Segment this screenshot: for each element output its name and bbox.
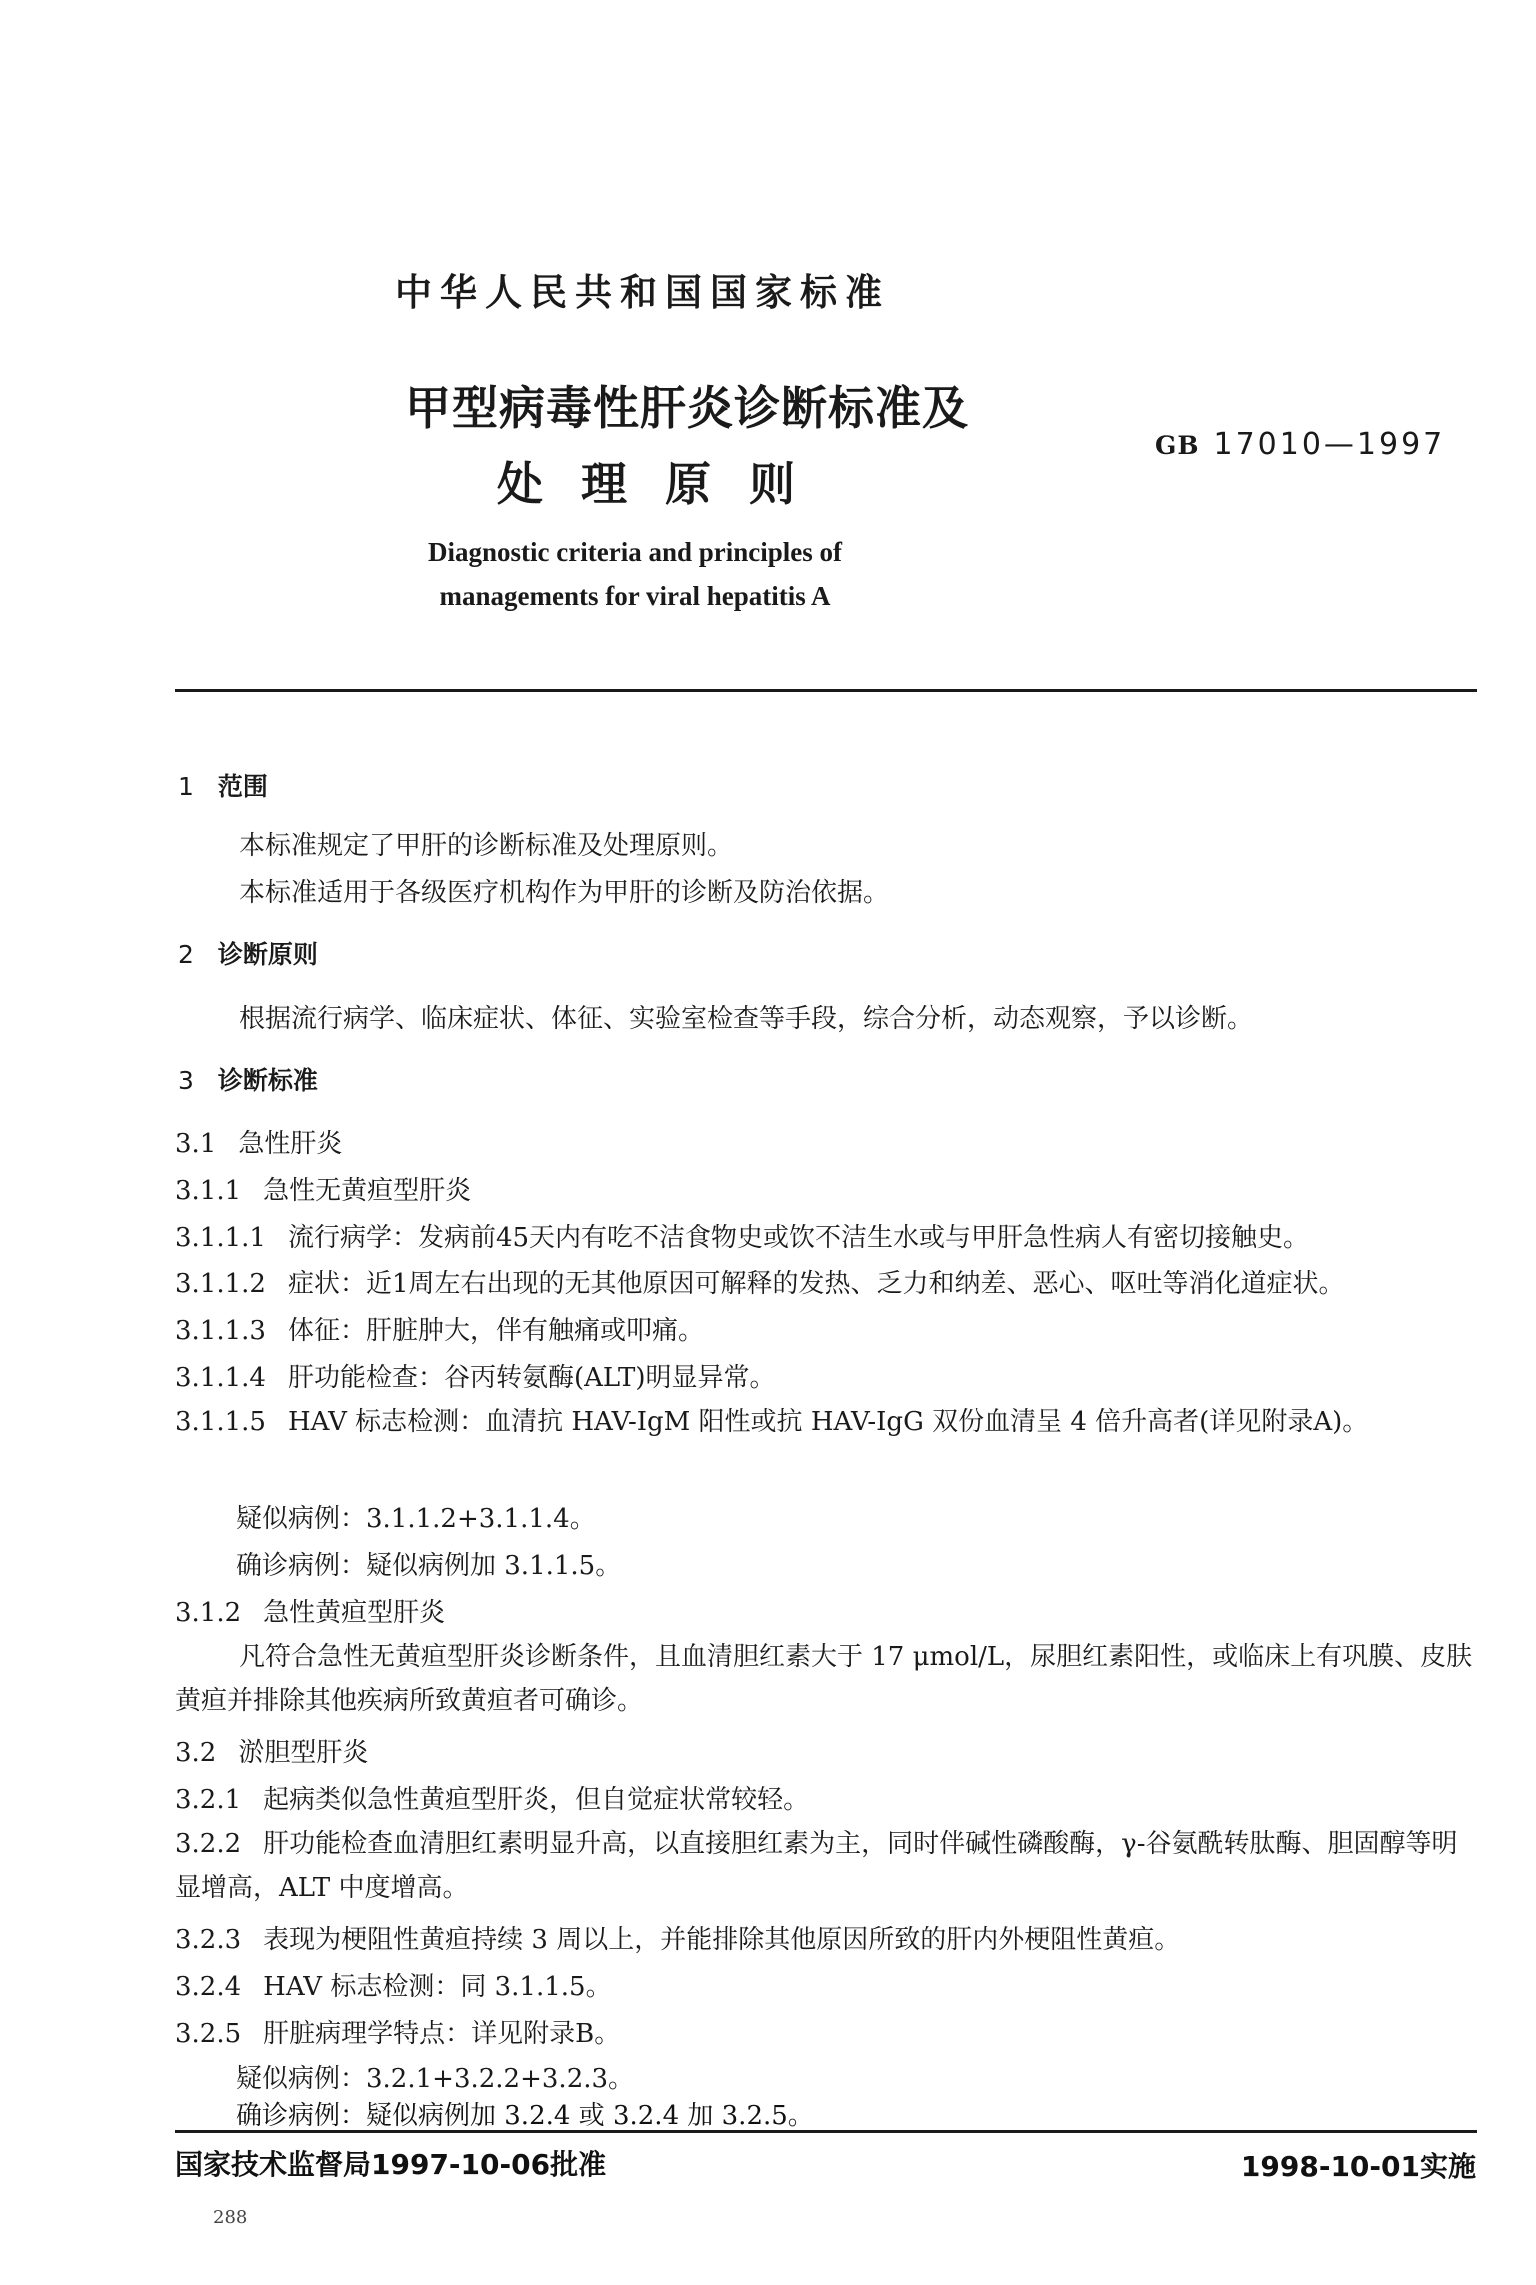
document-title-line-1: 甲型病毒性肝炎诊断标准及 [405, 381, 969, 435]
clause-3-2-3 [175, 1919, 1180, 1956]
clause-number: 3.2 [175, 1738, 217, 1768]
clause-text: 流行病学：发病前45天内有吃不洁食物史或饮不洁生水或与甲肝急性病人有密切接触史。 [287, 1223, 1310, 1253]
footer-divider [175, 2130, 1477, 2133]
clause-number: 3.1.1.2 [175, 1269, 266, 1299]
paragraph: 凡符合急性无黄疸型肝炎诊断条件，且血清胆红素大于 17 μmol/L，尿胆红素阳性，或临床上有巩膜、皮肤黄疸并排除其他疾病所致黄疸者可确诊。 [175, 1642, 1473, 1716]
approval-statement: 国家技术监督局1997-10-06批准 [175, 2148, 607, 2181]
clause-3-1-1-2 [175, 1263, 1345, 1300]
english-title [330, 530, 940, 618]
section-number: 1 [178, 772, 194, 801]
clause-text: 体征：肝脏肿大，伴有触痛或叩痛。 [287, 1316, 704, 1346]
document-title-line-2: 处理原则 [497, 457, 833, 511]
implementation-date: 1998-10-01实施 [1240, 2150, 1476, 2183]
clause-text: HAV 标志检测：同 3.1.1.5。 [263, 1972, 612, 2002]
section-number: 2 [178, 940, 194, 969]
clause-number: 3.1.1.5 [175, 1407, 266, 1437]
clause-number: 3.1.1.1 [175, 1223, 266, 1253]
standard-number: 17010—1997 [1213, 427, 1446, 462]
clause-text: 急性肝炎 [238, 1129, 343, 1159]
clause-text: 淤胆型肝炎 [238, 1738, 369, 1768]
clause-text: 急性黄疸型肝炎 [263, 1598, 446, 1628]
standard-prefix: GB [1155, 431, 1200, 460]
clause-text: HAV 标志检测：血清抗 HAV-IgM 阳性或抗 HAV-IgG 双份血清呈 4 倍升高者(详见附录A)。 [287, 1407, 1369, 1437]
clause-3-1-1-3 [175, 1310, 704, 1347]
section-number: 3 [178, 1066, 194, 1095]
clause-number: 3.2.1 [175, 1785, 242, 1815]
clause-number: 3.2.2 [175, 1829, 242, 1859]
clause-3-1-2 [175, 1592, 445, 1629]
clause-number: 3.1.1 [175, 1176, 242, 1206]
section-title: 范围 [217, 772, 268, 801]
section-heading-2 [178, 935, 318, 971]
clause-text: 肝功能检查血清胆红素明显升高，以直接胆红素为主，同时伴碱性磷酸酶，γ-谷氨酰转肽酶、胆固醇等明显增高，ALT 中度增高。 [175, 1829, 1458, 1903]
clause-3-1-1-1 [175, 1217, 1309, 1254]
suspected-case: 疑似病例：3.1.1.2+3.1.1.4。 [236, 1504, 596, 1534]
paragraph: 本标准适用于各级医疗机构作为甲肝的诊断及防治依据。 [239, 878, 890, 908]
clause-text: 表现为梗阻性黄疸持续 3 周以上，并能排除其他原因所致的肝内外梗阻性黄疸。 [263, 1925, 1181, 1955]
paragraph: 本标准规定了甲肝的诊断标准及处理原则。 [239, 831, 734, 861]
english-title-line-2: managements for viral hepatitis A [439, 581, 831, 611]
paragraph: 根据流行病学、临床症状、体征、实验室检查等手段，综合分析，动态观察，予以诊断。 [239, 1004, 1254, 1034]
section-heading-1 [178, 767, 268, 803]
clause-number: 3.1 [175, 1129, 217, 1159]
confirmed-case: 确诊病例：疑似病例加 3.2.4 或 3.2.4 加 3.2.5。 [236, 2101, 814, 2131]
header-divider [175, 689, 1477, 692]
section-title: 诊断标准 [217, 1066, 318, 1095]
clause-number: 3.1.2 [175, 1598, 242, 1628]
clause-3-1-1-4 [175, 1357, 776, 1394]
clause-text: 急性无黄疸型肝炎 [263, 1176, 472, 1206]
clause-text: 肝脏病理学特点：详见附录B。 [263, 2019, 621, 2049]
clause-text: 症状：近1周左右出现的无其他原因可解释的发热、乏力和纳差、恶心、呕吐等消化道症状。 [287, 1269, 1345, 1299]
clause-3-2 [175, 1732, 368, 1769]
clause-number: 3.1.1.4 [175, 1363, 266, 1393]
issuing-body-title: 中华人民共和国国家标准 [395, 271, 890, 314]
page-number: 288 [213, 2207, 248, 2228]
clause-number: 3.2.4 [175, 1972, 242, 2002]
section-heading-3 [178, 1061, 318, 1097]
clause-number: 3.2.5 [175, 2019, 242, 2049]
clause-text: 起病类似急性黄疸型肝炎，但自觉症状常较轻。 [263, 1785, 810, 1815]
standard-code [1155, 427, 1445, 462]
clause-text: 肝功能检查：谷丙转氨酶(ALT)明显异常。 [287, 1363, 776, 1393]
confirmed-case: 确诊病例：疑似病例加 3.1.1.5。 [236, 1551, 622, 1581]
suspected-case: 疑似病例：3.2.1+3.2.2+3.2.3。 [236, 2064, 635, 2094]
clause-3-1-1-5 [175, 1400, 1475, 1444]
clause-3-2-1 [175, 1779, 809, 1816]
clause-3-2-2 [175, 1822, 1475, 1910]
clause-3-2-5 [175, 2013, 620, 2050]
english-title-line-1: Diagnostic criteria and principles of [428, 537, 842, 567]
clause-number: 3.2.3 [175, 1925, 242, 1955]
clause-3-1-1 [175, 1170, 471, 1207]
clause-3-2-4 [175, 1966, 612, 2003]
clause-number: 3.1.1.3 [175, 1316, 266, 1346]
clause-3-1 [175, 1123, 342, 1160]
section-title: 诊断原则 [217, 940, 318, 969]
